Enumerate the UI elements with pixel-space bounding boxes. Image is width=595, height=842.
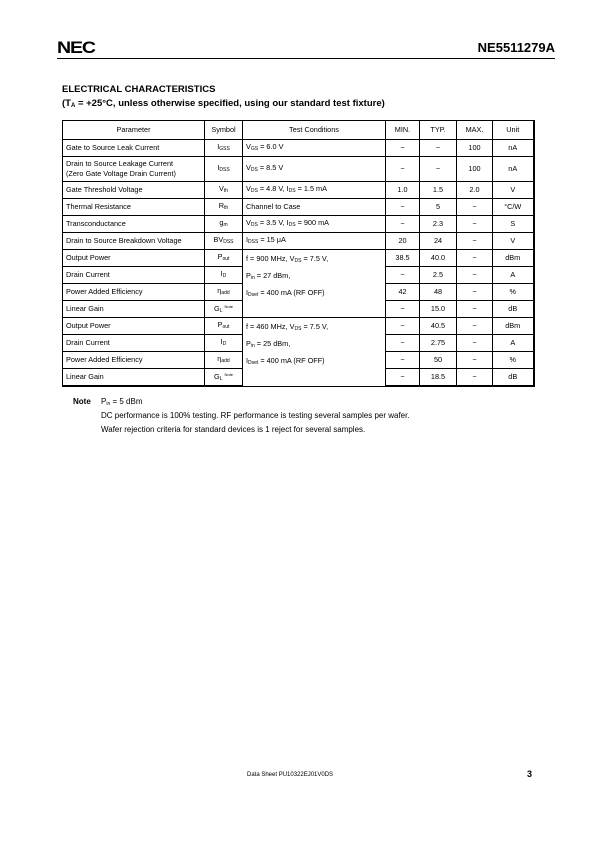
table-header-row [63, 121, 534, 140]
cell-max: 100 [457, 140, 493, 157]
cell-unit: A [493, 267, 534, 284]
cell-max: − [457, 301, 493, 318]
table-row [63, 140, 534, 157]
cell-max: − [457, 335, 493, 352]
cell-parameter: Output Power [63, 318, 205, 335]
header-parameter: Parameter [63, 121, 205, 140]
cell-parameter: Drain Current [63, 267, 205, 284]
cell-max: − [457, 250, 493, 267]
cell-min: − [386, 335, 420, 352]
cell-typ: 5 [420, 199, 457, 216]
cell-min: − [386, 140, 420, 157]
condition-line: Pin = 25 dBm, [246, 339, 291, 349]
cell-symbol: ηadd [205, 284, 243, 301]
cell-typ: 15.0 [420, 301, 457, 318]
cell-symbol: BVDSS [205, 233, 243, 250]
header-min: MIN. [386, 121, 420, 140]
cell-parameter: Power Added Efficiency [63, 352, 205, 369]
cell-unit: V [493, 182, 534, 199]
cell-min: 20 [386, 233, 420, 250]
header-unit: Unit [493, 121, 534, 140]
cell-min: − [386, 369, 420, 387]
cell-min: − [386, 318, 420, 335]
table-row [63, 250, 534, 267]
cell-unit: °C/W [493, 199, 534, 216]
note-line-3: Wafer rejection criteria for standard devices is 1 reject for several samples. [101, 425, 366, 434]
cell-parameter: Linear Gain [63, 369, 205, 387]
condition-line: IDset = 400 mA (RF OFF) [246, 288, 325, 298]
header-max: MAX. [457, 121, 493, 140]
cell-conditions: VDS = 3.5 V, IDS = 900 mA [243, 216, 386, 233]
condition-line: IDset = 400 mA (RF OFF) [246, 356, 325, 366]
electrical-characteristics-table [62, 120, 535, 387]
cell-symbol: Rth [205, 199, 243, 216]
cell-min: − [386, 216, 420, 233]
cell-typ: 18.5 [420, 369, 457, 387]
cell-unit: % [493, 352, 534, 369]
cell-max: − [457, 216, 493, 233]
cell-typ: 48 [420, 284, 457, 301]
cell-conditions-group [243, 250, 386, 318]
cell-symbol: GL $^{Note}$ [205, 301, 243, 318]
cell-typ: 24 [420, 233, 457, 250]
cell-max: 100 [457, 157, 493, 182]
note-line-2: DC performance is 100% testing. RF performance is testing several samples per wafer. [101, 411, 410, 420]
note-line-1: Pin = 5 dBm [101, 397, 143, 407]
cell-symbol: Vth [205, 182, 243, 199]
cell-unit: dB [493, 369, 534, 387]
cell-max: − [457, 267, 493, 284]
cell-typ: 40.0 [420, 250, 457, 267]
cell-max: − [457, 318, 493, 335]
cell-symbol: ID [205, 267, 243, 284]
header-test-conditions: Test Conditions [243, 121, 386, 140]
cell-conditions: VGS = 6.0 V [243, 140, 386, 157]
cell-symbol: ID [205, 335, 243, 352]
cell-unit: dBm [493, 318, 534, 335]
cell-unit: A [493, 335, 534, 352]
cell-typ: 2.75 [420, 335, 457, 352]
section-title: ELECTRICAL CHARACTERISTICS [62, 84, 216, 95]
header-rule [57, 58, 555, 59]
cell-max: − [457, 233, 493, 250]
cell-symbol: GL $^{Note}$ [205, 369, 243, 387]
page-number: 3 [527, 769, 533, 779]
cell-max: − [457, 352, 493, 369]
condition-line: f = 460 MHz, VDS = 7.5 V, [246, 322, 329, 332]
cell-min: 38.5 [386, 250, 420, 267]
cell-parameter: Drain to Source Leakage Current (Zero Gate Voltage Drain Current) [63, 157, 205, 182]
cell-conditions: IDSS = 15 μA [243, 233, 386, 250]
cell-parameter: Thermal Resistance [63, 199, 205, 216]
cell-typ: 50 [420, 352, 457, 369]
cell-conditions: VDS = 8.5 V [243, 157, 386, 182]
footer-doc-id: Data Sheet PU10322EJ01V0DS [247, 772, 334, 778]
cell-max: − [457, 199, 493, 216]
cell-max: 2.0 [457, 182, 493, 199]
cell-typ: 40.5 [420, 318, 457, 335]
cell-symbol: Pout [205, 250, 243, 267]
cell-unit: nA [493, 157, 534, 182]
cell-parameter: Power Added Efficiency [63, 284, 205, 301]
cell-unit: dB [493, 301, 534, 318]
cell-typ: 1.5 [420, 182, 457, 199]
cell-unit: S [493, 216, 534, 233]
cell-conditions: VDS = 4.8 V, IDS = 1.5 mA [243, 182, 386, 199]
cell-unit: dBm [493, 250, 534, 267]
cell-typ: − [420, 157, 457, 182]
condition-line: Pin = 27 dBm, [246, 271, 291, 281]
cell-parameter: Gate to Source Leak Current [63, 140, 205, 157]
header-typ: TYP. [420, 121, 457, 140]
cell-typ: − [420, 140, 457, 157]
cell-symbol: IDSS [205, 157, 243, 182]
part-number: NE5511279A [477, 40, 555, 55]
header-symbol: Symbol [205, 121, 243, 140]
cell-min: 1.0 [386, 182, 420, 199]
table-row [63, 216, 534, 233]
cell-conditions-group [243, 318, 386, 387]
cell-min: − [386, 199, 420, 216]
cell-symbol: gm [205, 216, 243, 233]
cell-unit: nA [493, 140, 534, 157]
cell-symbol: IGSS [205, 140, 243, 157]
cell-min: − [386, 352, 420, 369]
cell-max: − [457, 369, 493, 387]
cell-min: 42 [386, 284, 420, 301]
cell-max: − [457, 284, 493, 301]
cell-symbol: Pout [205, 318, 243, 335]
table-row [63, 199, 534, 216]
cell-min: − [386, 157, 420, 182]
nec-logo: NEC [57, 38, 95, 57]
table-row [63, 318, 534, 335]
cell-parameter: Drain to Source Breakdown Voltage [63, 233, 205, 250]
cell-parameter: Drain Current [63, 335, 205, 352]
table-row [63, 157, 534, 182]
cell-parameter: Linear Gain [63, 301, 205, 318]
cell-min: − [386, 267, 420, 284]
cell-symbol: ηadd [205, 352, 243, 369]
cell-unit: V [493, 233, 534, 250]
cell-typ: 2.3 [420, 216, 457, 233]
cell-typ: 2.5 [420, 267, 457, 284]
cell-parameter: Transconductance [63, 216, 205, 233]
cell-parameter: Gate Threshold Voltage [63, 182, 205, 199]
condition-line: f = 900 MHz, VDS = 7.5 V, [246, 254, 329, 264]
cell-min: − [386, 301, 420, 318]
cell-conditions: Channel to Case [243, 199, 386, 216]
note-label: Note [73, 397, 91, 406]
cell-unit: % [493, 284, 534, 301]
table-row [63, 182, 534, 199]
cell-parameter: Output Power [63, 250, 205, 267]
table-row [63, 233, 534, 250]
section-subtitle: ($T_A = +25^\circ C$, unless otherwise specified, using our standard test fixture) [62, 98, 385, 109]
